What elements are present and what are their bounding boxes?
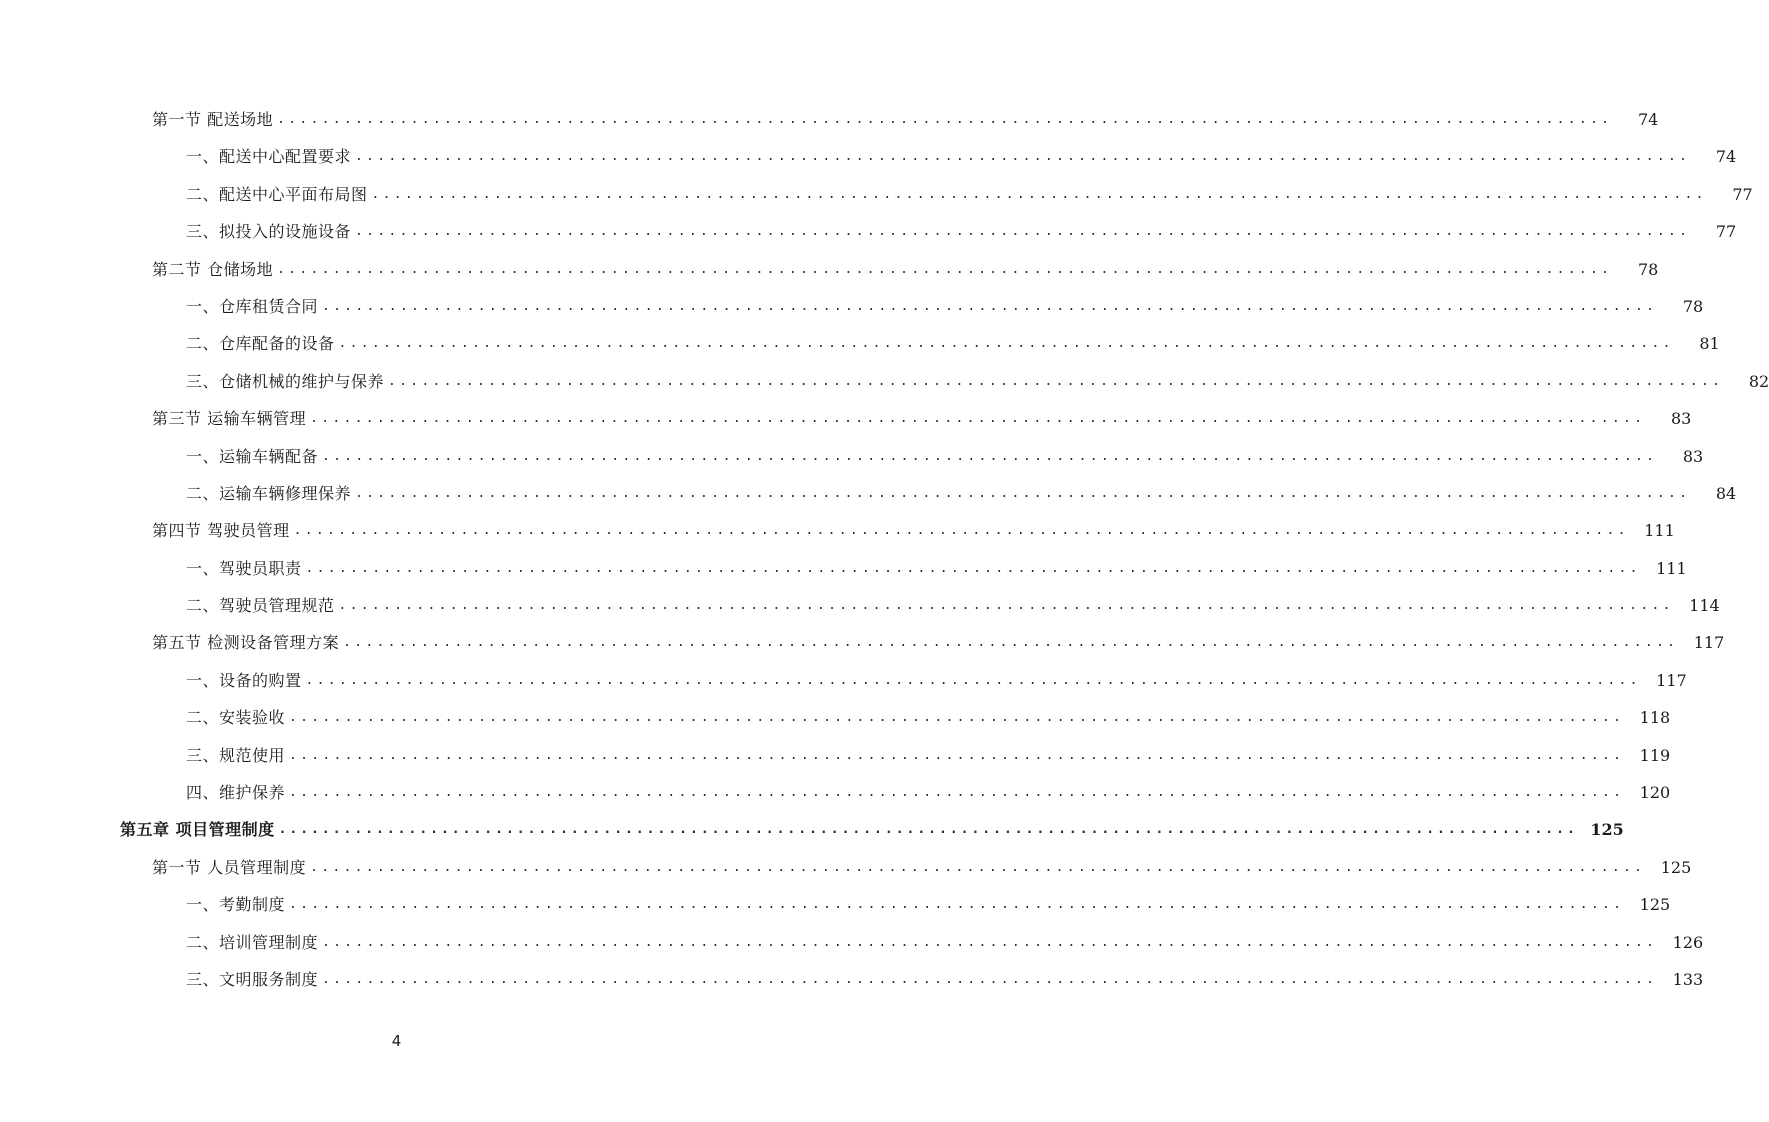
dot-leader: ........................................................................................................................: [277, 261, 1613, 277]
dot-leader: ........................................................................................................................: [355, 485, 1691, 501]
toc-entry-page: 117: [1693, 633, 1725, 653]
toc-entry-title: 一、设备的购置: [186, 670, 302, 690]
toc-entry[interactable]: [0, 924, 1704, 961]
toc-entry-page: 83: [1682, 446, 1704, 466]
toc-entry-page: 125: [1660, 857, 1692, 877]
toc-entry-title: 二、培训管理制度: [186, 932, 319, 952]
toc-entry-title: 第一节 人员管理制度: [152, 857, 307, 877]
dot-leader: ........................................................................................................................: [305, 672, 1641, 688]
toc-entry-page: 78: [1682, 296, 1704, 316]
toc-entry-title: 三、仓储机械的维护与保养: [186, 371, 385, 391]
toc-entry[interactable]: [0, 737, 1671, 774]
toc-entry-page: 118: [1639, 708, 1671, 728]
toc-entry[interactable]: [0, 886, 1671, 923]
toc-entry[interactable]: [0, 288, 1704, 325]
toc-entry[interactable]: [0, 624, 1725, 661]
toc-entry-page: 82: [1748, 371, 1769, 391]
toc-entry-title: 四、维护保养: [186, 783, 286, 803]
toc-entry-page: 125: [1639, 895, 1671, 915]
toc-entry-page: 125: [1590, 820, 1624, 840]
toc-entry[interactable]: [0, 213, 1737, 250]
toc-entry[interactable]: [0, 176, 1753, 213]
toc-entry-title: 第二节 仓储场地: [152, 259, 274, 279]
toc-entry[interactable]: [0, 662, 1687, 699]
toc-entry-chapter[interactable]: [0, 811, 1624, 848]
dot-leader: ........................................................................................................................: [355, 224, 1691, 240]
dot-leader: ........................................................................................................................: [322, 448, 1658, 464]
toc-entry-title: 第五章 项目管理制度: [120, 820, 275, 840]
toc-entry-page: 120: [1639, 783, 1671, 803]
page-number: 4: [391, 1032, 402, 1050]
dot-leader: ........................................................................................................................: [277, 112, 1613, 127]
toc-entry-title: 二、仓库配备的设备: [186, 334, 335, 354]
toc-entry[interactable]: [0, 550, 1687, 587]
dot-leader: ........................................................................................................................: [310, 859, 1646, 875]
toc-entry[interactable]: [0, 475, 1737, 512]
toc-entry-page: 133: [1672, 969, 1704, 989]
table-of-contents: [0, 101, 1769, 998]
toc-entry-page: 114: [1689, 596, 1720, 616]
dot-leader: ........................................................................................................................: [388, 373, 1724, 389]
toc-entry[interactable]: [0, 400, 1692, 437]
toc-entry-page: 119: [1639, 745, 1671, 765]
toc-entry-page: 117: [1656, 670, 1687, 690]
dot-leader: ........................................................................................................................: [355, 149, 1691, 165]
toc-entry[interactable]: [0, 587, 1720, 624]
toc-entry[interactable]: [0, 849, 1692, 886]
toc-entry[interactable]: [0, 101, 1659, 138]
toc-entry-title: 第一节 配送场地: [152, 110, 274, 129]
toc-entry-title: 第三节 运输车辆管理: [152, 409, 307, 429]
toc-entry-title: 二、驾驶员管理规范: [186, 596, 335, 616]
toc-entry-title: 二、配送中心平面布局图: [186, 184, 368, 204]
toc-entry-title: 一、仓库租赁合同: [186, 296, 319, 316]
dot-leader: ........................................................................................................................: [338, 336, 1674, 352]
dot-leader: ........................................................................................................................: [305, 560, 1641, 576]
toc-entry-page: 111: [1644, 521, 1675, 541]
toc-entry-title: 一、驾驶员职责: [186, 558, 302, 578]
dot-leader: ........................................................................................................................: [289, 710, 1625, 726]
toc-entry-page: 126: [1672, 932, 1704, 952]
dot-leader: ........................................................................................................................: [289, 785, 1625, 801]
dot-leader: ........................................................................................................................: [338, 598, 1674, 614]
toc-entry[interactable]: [0, 961, 1704, 998]
dot-leader: ........................................................................................................................: [293, 523, 1629, 539]
toc-entry-page: 77: [1715, 222, 1737, 242]
toc-entry[interactable]: [0, 363, 1769, 400]
toc-entry-page: 111: [1656, 558, 1687, 578]
toc-entry-title: 三、文明服务制度: [186, 969, 319, 989]
toc-entry[interactable]: [0, 512, 1675, 549]
toc-entry-title: 二、运输车辆修理保养: [186, 483, 352, 503]
toc-entry-page: 83: [1670, 409, 1692, 429]
toc-entry-page: 74: [1715, 147, 1737, 167]
toc-entry[interactable]: [0, 699, 1671, 736]
toc-entry-page: 77: [1732, 184, 1753, 204]
toc-entry[interactable]: [0, 138, 1737, 175]
dot-leader: ........................................................................................................................: [322, 298, 1658, 314]
toc-entry-title: 二、安装验收: [186, 708, 286, 728]
toc-entry-title: 第五节 检测设备管理方案: [152, 633, 340, 653]
dot-leader: ........................................................................................................................: [322, 934, 1658, 950]
toc-entry[interactable]: [0, 325, 1720, 362]
toc-entry-title: 一、考勤制度: [186, 895, 286, 915]
toc-entry-page: 78: [1637, 259, 1659, 279]
toc-entry-page: 84: [1715, 483, 1737, 503]
toc-entry-title: 一、运输车辆配备: [186, 446, 319, 466]
toc-entry[interactable]: [0, 438, 1704, 475]
toc-entry-title: 第四节 驾驶员管理: [152, 521, 290, 541]
toc-entry-page: 74: [1637, 110, 1659, 129]
dot-leader: ........................................................................................................................: [278, 822, 1578, 838]
dot-leader: ........................................................................................................................: [310, 411, 1646, 427]
toc-entry-title: 三、规范使用: [186, 745, 286, 765]
toc-entry-page: 81: [1699, 334, 1720, 354]
dot-leader: ........................................................................................................................: [343, 635, 1679, 651]
dot-leader: ........................................................................................................................: [289, 747, 1625, 763]
toc-entry[interactable]: [0, 774, 1671, 811]
dot-leader: ........................................................................................................................: [289, 897, 1625, 913]
toc-entry-title: 三、拟投入的设施设备: [186, 222, 352, 242]
toc-entry[interactable]: [0, 251, 1659, 288]
dot-leader: ........................................................................................................................: [322, 971, 1658, 987]
dot-leader: ........................................................................................................................: [371, 186, 1707, 202]
toc-entry-title: 一、配送中心配置要求: [186, 147, 352, 167]
